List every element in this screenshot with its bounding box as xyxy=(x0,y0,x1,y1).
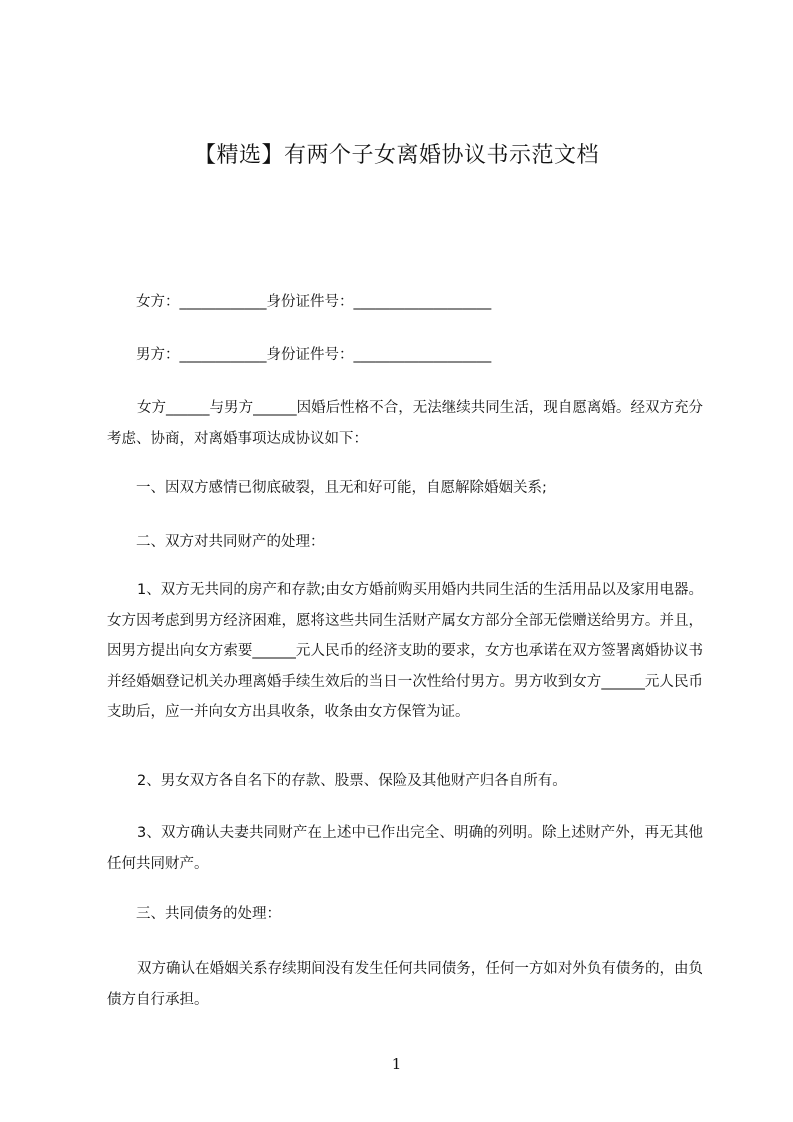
male-id-label: 身份证件号： xyxy=(266,347,354,363)
male-label: 男方： xyxy=(136,347,180,363)
female-party-line xyxy=(136,292,491,312)
male-id-blank: ___________________ xyxy=(353,347,492,363)
page-number: 1 xyxy=(391,1055,402,1073)
clause-2-item-3: 3、双方确认夫妻共同财产在上述中已作出完全、明确的列明。除上述财产外，再无其他任何共同财产。 xyxy=(107,825,703,872)
clause-3-heading: 三、共同债务的处理： xyxy=(136,906,281,922)
female-label: 女方： xyxy=(136,294,180,310)
document-title: 【精选】有两个子女离婚协议书示范文档 xyxy=(193,143,599,168)
female-name-blank: ____________ xyxy=(179,294,267,310)
clause-2-heading: 二、双方对共同财产的处理： xyxy=(136,534,325,550)
male-party-line xyxy=(136,345,491,365)
clause-2-item-1: 1、双方无共同的房产和存款;由女方婚前购买用婚内共同生活的生活用品以及家用电器。女方因考虑到男方经济困难，愿将这些共同生活财产属女方部分全部无偿赠送给男方。并且，因男方提出向女方索要______元人民币的经济支助的要求，女方也承诺在双方签署离婚协议书并经婚姻登记机关办理离婚手续生效后的当日一次性给付男方。男方收到女方______元人民币支助后，应一并向女方出具收条，收条由女方保管为证。 xyxy=(107,582,703,720)
clause-1: 一、因双方感情已彻底破裂，且无和好可能，自愿解除婚姻关系; xyxy=(136,480,547,496)
clause-2-item-2: 2、男女双方各自名下的存款、股票、保险及其他财产归各自所有。 xyxy=(137,773,567,789)
intro-paragraph: 女方______与男方______因婚后性格不合，无法继续共同生活，现自愿离婚。经双方充分考虑、协商，对离婚事项达成协议如下： xyxy=(107,400,703,447)
female-id-blank: ___________________ xyxy=(353,294,492,310)
male-name-blank: ____________ xyxy=(179,347,267,363)
clause-3-text: 双方确认在婚姻关系存续期间没有发生任何共同债务，任何一方如对外负有债务的，由负债方自行承担。 xyxy=(107,961,703,1008)
female-id-label: 身份证件号： xyxy=(266,294,354,310)
